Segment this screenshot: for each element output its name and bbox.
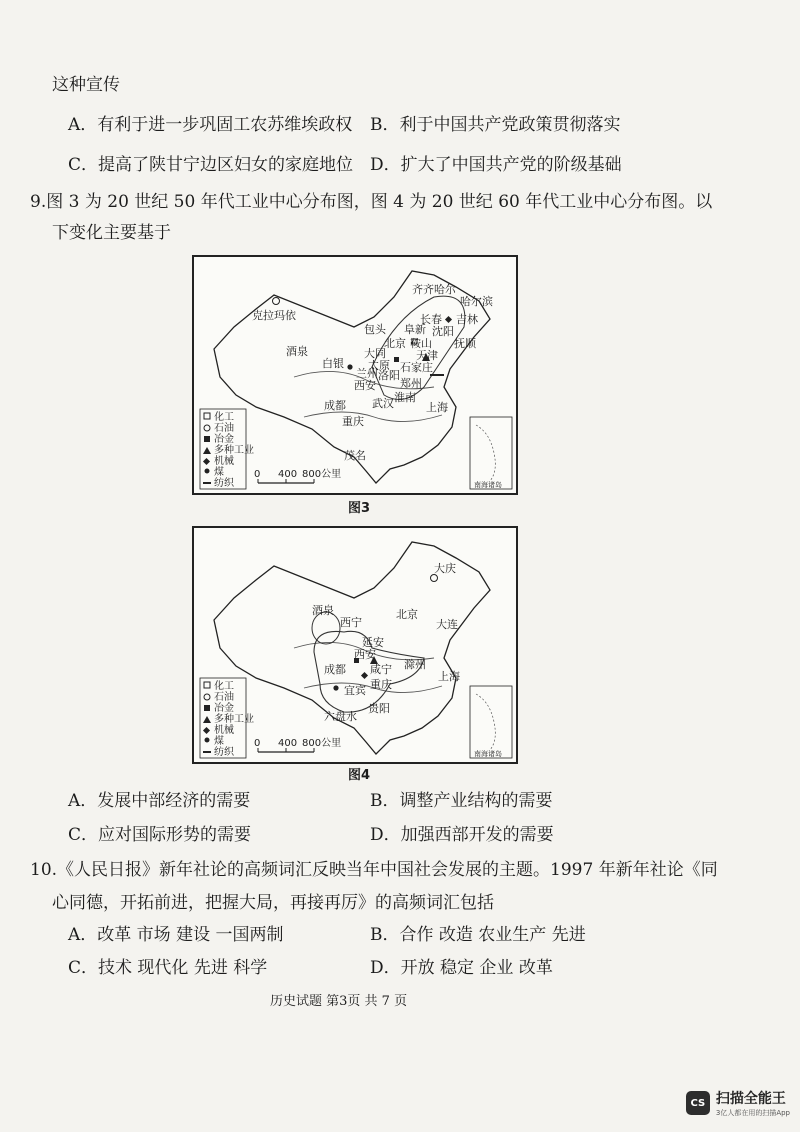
q10-option-a: A．改革 市场 建设 一国两制 (68, 925, 284, 945)
legend-label: 煤 (214, 467, 224, 478)
map3-city-label: 抚顺 (454, 337, 476, 350)
map3-city-label: 太原 (368, 359, 390, 372)
inset-label: 南海诸岛 (474, 481, 502, 489)
scale-tick: 400 (278, 738, 298, 749)
watermark-subtitle: 3亿人都在用的扫描App (715, 1109, 790, 1117)
scale-tick: 0 (254, 738, 261, 749)
legend-label: 冶金 (214, 434, 234, 445)
legend-label: 机械 (214, 725, 234, 736)
page-footer: 历史试题 第3页 共 7 页 (270, 994, 408, 1009)
map3-city-label: 长春 (420, 313, 442, 326)
map3-city-label: 郑州 (400, 377, 422, 390)
q10-stem-line1: 10.《人民日报》新年社论的高频词汇反映当年中国社会发展的主题。1997 年新年社论《同 (30, 860, 718, 880)
map4-city-label: 大连 (436, 618, 458, 631)
map3-city-label: 吉林 (456, 313, 478, 326)
map3-yangtze-river (304, 412, 442, 422)
map3-city-label: 洛阳 (378, 369, 400, 382)
map4-marker-oil (431, 575, 438, 582)
map3-city-label: 沈阳 (432, 325, 454, 338)
map3-marker-machinery (445, 316, 452, 323)
q9-option-c: C．应对国际形势的需要 (68, 825, 252, 845)
map-figure-3 (192, 255, 518, 495)
watermark-title: 扫描全能王 (715, 1091, 786, 1107)
scale-tick: 400 (278, 469, 298, 480)
map3-city-label: 武汉 (372, 397, 394, 410)
map4-scale-bar (254, 737, 341, 752)
legend-label: 纺织 (214, 747, 234, 758)
map3-city-label: 鞍山 (410, 337, 432, 350)
q9-option-b: B．调整产业结构的需要 (370, 791, 553, 811)
scale-tick: 0 (254, 469, 261, 480)
map3-city-label: 成都 (324, 399, 346, 412)
q8-option-c: C．提高了陕甘宁边区妇女的家庭地位 (68, 155, 354, 175)
legend-label: 冶金 (214, 703, 234, 714)
map3-city-label: 酒泉 (286, 345, 308, 358)
map4-city-label: 滁州 (404, 658, 426, 671)
scale-tick: 800公里 (302, 469, 342, 480)
q9-stem-line2: 下变化主要基于 (52, 223, 171, 243)
scanner-watermark (686, 1088, 790, 1118)
map3-city-label: 大同 (364, 347, 386, 360)
map4-marker-machinery (361, 672, 368, 679)
map4-city-label: 宜宾 (344, 684, 366, 697)
legend-label: 煤 (214, 736, 224, 747)
map4-city-label: 大庆 (434, 562, 456, 575)
legend-label: 化工 (214, 412, 234, 423)
map4-city-label: 贵阳 (368, 702, 390, 715)
map4-city-label: 西安 (354, 648, 376, 661)
map3-city-label: 北京 (384, 337, 406, 350)
legend-label: 多种工业 (214, 445, 254, 456)
map4-city-label: 成都 (324, 663, 346, 676)
legend-coal-icon (205, 469, 210, 474)
map4-city-label: 西宁 (340, 616, 362, 629)
legend-label: 多种工业 (214, 714, 254, 725)
map3-city-label: 克拉玛依 (252, 309, 296, 322)
map4-caption: 图4 (348, 768, 371, 783)
map3-city-label: 白银 (322, 357, 344, 370)
q8-option-d: D．扩大了中国共产党的阶级基础 (370, 155, 622, 175)
map3-city-label: 齐齐哈尔 (412, 283, 456, 296)
q8-option-a: A．有利于进一步巩固工农苏维埃政权 (68, 115, 353, 135)
map3-city-label: 包头 (364, 323, 386, 336)
legend-label: 纺织 (214, 478, 234, 489)
map3-city-label: 茂名 (344, 449, 366, 462)
inset-label: 南海诸岛 (474, 750, 502, 758)
map3-marker-coal (347, 364, 352, 369)
map3-city-label: 天津 (416, 349, 438, 362)
map3-city-label: 兰州 (356, 367, 378, 380)
map3-legend (200, 409, 254, 489)
legend-metallurgy-icon (204, 436, 210, 442)
map4-inset (470, 686, 512, 758)
map4-city-label: 酒泉 (312, 604, 334, 617)
map3-city-label: 哈尔滨 (460, 295, 493, 308)
map3-city-label: 淮南 (394, 391, 416, 404)
q10-stem-line2: 心同德，开拓前进，把握大局，再接再厉》的高频词汇包括 (52, 893, 494, 913)
map4-city-label: 重庆 (370, 678, 392, 691)
map3-marker-oil (273, 298, 280, 305)
legend-metallurgy-icon (204, 705, 210, 711)
map3-city-label: 西安 (354, 379, 376, 392)
map4-city-label: 北京 (396, 608, 418, 621)
q9-option-a: A．发展中部经济的需要 (68, 791, 251, 811)
legend-label: 机械 (214, 456, 234, 467)
map4-city-label: 延安 (362, 636, 384, 649)
map3-city-label: 重庆 (342, 415, 364, 428)
q9-stem-line1: 9.图 3 为 20 世纪 50 年代工业中心分布图，图 4 为 20 世纪 60 年代工业中心分布图。以 (30, 192, 713, 212)
map3-city-label: 阜新 (404, 323, 426, 336)
legend-label: 化工 (214, 681, 234, 692)
map4-legend (200, 678, 254, 758)
map3-marker-metallurgy (394, 357, 399, 362)
q9-option-d: D．加强西部开发的需要 (370, 825, 554, 845)
map3-caption: 图3 (348, 501, 371, 516)
q8-stem-tail: 这种宣传 (52, 75, 120, 95)
legend-label: 石油 (214, 423, 234, 434)
map3-city-label: 上海 (426, 401, 448, 414)
map3-scale-bar (254, 468, 341, 483)
map4-city-label: 咸宁 (370, 663, 392, 676)
q10-option-b: B．合作 改造 农业生产 先进 (370, 925, 586, 945)
map-figure-4 (192, 526, 518, 764)
q8-option-b: B．利于中国共产党政策贯彻落实 (370, 115, 621, 135)
scale-tick: 800公里 (302, 738, 342, 749)
q10-option-d: D．开放 稳定 企业 改革 (370, 958, 553, 978)
map3-inset (470, 417, 512, 489)
legend-label: 石油 (214, 692, 234, 703)
legend-coal-icon (205, 738, 210, 743)
map4-city-label: 上海 (438, 670, 460, 683)
map3-city-label: 石家庄 (400, 361, 433, 374)
q10-option-c: C．技术 现代化 先进 科学 (68, 958, 268, 978)
map4-city-label: 六盘水 (324, 710, 357, 723)
camscanner-logo-icon: CS (686, 1091, 710, 1115)
map4-marker-coal (333, 685, 338, 690)
